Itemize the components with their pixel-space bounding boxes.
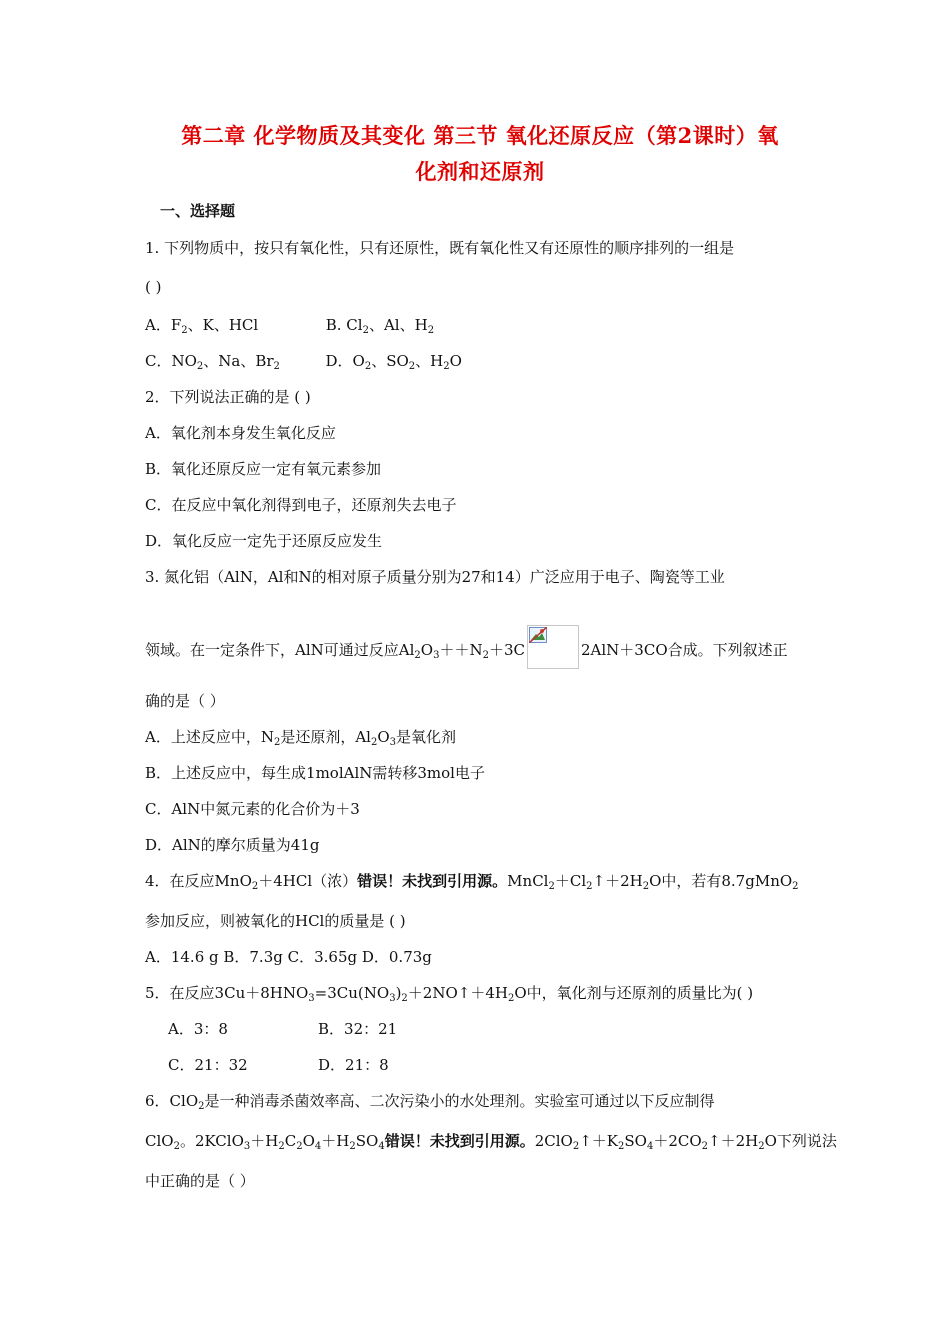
q2-option-a: A．氧化剂本身发生氧化反应 (145, 424, 336, 442)
q2-option-d: D．氧化反应一定先于还原反应发生 (145, 532, 383, 550)
q2-option-c: C．在反应中氧化剂得到电子，还原剂失去电子 (145, 496, 457, 514)
q3-option-b: B．上述反应中，每生成1molAlN需转移3mol电子 (145, 764, 485, 782)
section-heading: 一、选择题 (160, 202, 236, 220)
q4-options: A．14.6 g B．7.3g C．3.65g D．0.73g (145, 948, 432, 966)
q2-option-b: B．氧化还原反应一定有氧元素参加 (145, 460, 382, 478)
q3-stem-line-1: 3. 氮化铝（AlN，Al和N的相对原子质量分别为27和14）广泛应用于电子、陶瓷等工业 (145, 568, 725, 586)
q1-stem: 1. 下列物质中，按只有氧化性，只有还原性，既有氧化性又有还原性的顺序排列的一组是 (145, 239, 735, 257)
q3-stem-line-2: 领域。在一定条件下，AlN可通过反应$Al_2O_3++N_2+3C$ 2AlN＋3CO合成。下列叙述正 (145, 625, 788, 669)
q3-stem-line-3: 确的是（ ） (145, 692, 225, 710)
q1-options-cd: C．$NO_2$、Na、$Br_2$ D．$O_2$、$SO_2$、$H_2O$ (145, 352, 462, 372)
q1-options-ab: A．$F_2$、K、HCl B. $Cl_2$、Al、$H_2$ (145, 316, 435, 336)
q5-options-cd: C．21：32 D．21：8 (168, 1056, 389, 1074)
q5-options-ab: A．3：8 B．32：21 (168, 1020, 398, 1038)
q4-stem-line-2: 参加反应，则被氧化的HCl的质量是 ( ) (145, 912, 406, 930)
q6-stem-line-2: ClO$_2$。$2KClO_3+H_2C_2O_4+H_2SO_4$错误！未找到引用源。$2ClO_2↑+K_2SO_4+2CO_2↑+2H_2O$下列说法 (145, 1132, 837, 1152)
q6-stem-line-1: 6．ClO$_2$是一种消毒杀菌效率高、二次污染小的水处理剂。实验室可通过以下反应制得 (145, 1092, 715, 1112)
q1-paren: ( ) (145, 278, 162, 296)
q3-option-d: D．AlN的摩尔质量为41g (145, 836, 320, 854)
title-line-2: 化剂和还原剂 (415, 159, 545, 184)
missing-reference-error: 错误！未找到引用源。 (357, 872, 508, 890)
title-line-1: 第二章 化学物质及其变化 第三节 氧化还原反应（第2课时）氧 (181, 123, 779, 148)
q3-option-c: C．AlN中氮元素的化合价为＋3 (145, 800, 360, 818)
q5-stem: 5．在反应$3Cu+8HNO_3=3Cu(NO_3)_2+2NO↑+4H_2O$中，氧化剂与还原剂的质量比为( ) (145, 984, 754, 1004)
q4-stem-line-1: 4．在反应MnO$_2$＋4HCl（浓）错误！未找到引用源。$MnCl_2+Cl_2↑+2H_2O$中，若有8.7gMnO$_2$ (145, 872, 799, 892)
q2-stem: 2．下列说法正确的是 ( ) (145, 388, 311, 406)
broken-image-icon (527, 625, 579, 669)
page-title (150, 118, 810, 190)
q3-option-a: A．上述反应中，$N_2$是还原剂，$Al_2O_3$是氧化剂 (145, 728, 457, 748)
q6-stem-line-3: 中正确的是（ ） (145, 1172, 255, 1190)
missing-reference-error: 错误！未找到引用源。 (384, 1132, 535, 1150)
